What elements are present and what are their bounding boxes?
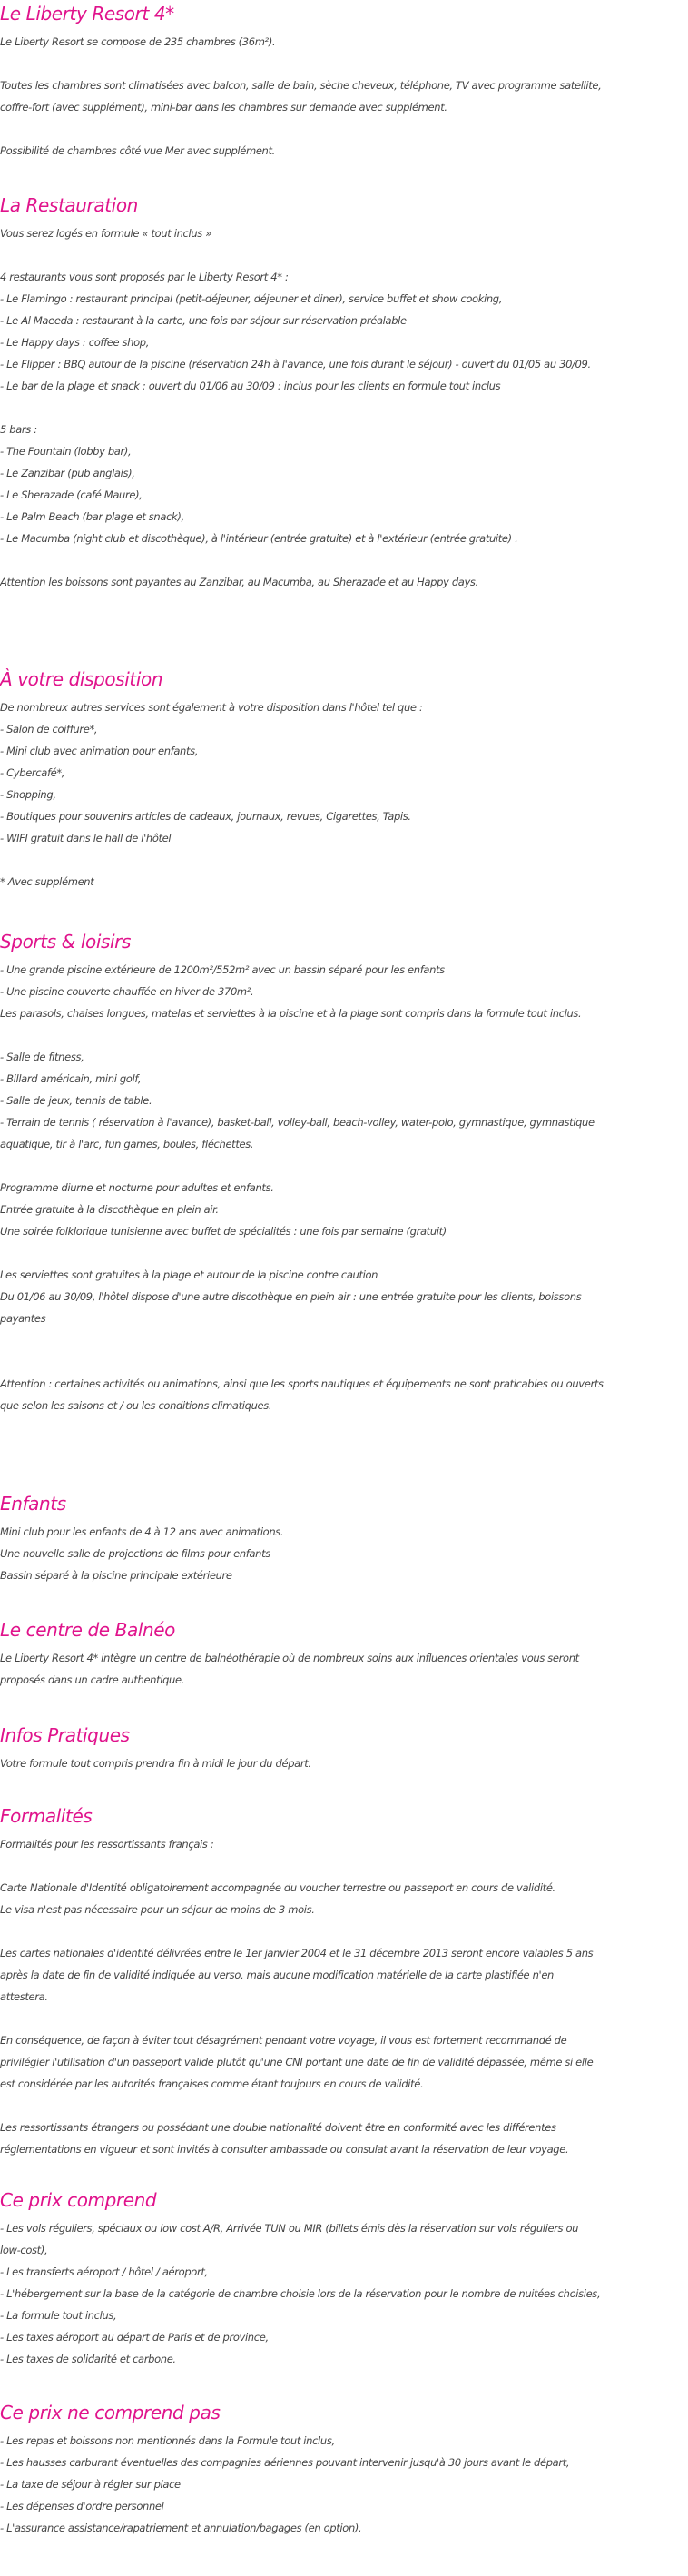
text-line: - The Fountain (lobby bar), <box>0 445 132 458</box>
text-line: Carte Nationale d'Identité obligatoirement accompagnée du voucher terrestre ou passeport en cours de validité. <box>0 1881 555 1894</box>
text-line: - Les dépenses d'ordre personnel <box>0 2500 164 2512</box>
blank-line <box>0 1242 686 1264</box>
text-line: - Cybercafé*, <box>0 766 65 779</box>
text-line: que selon les saisons et / ou les conditions climatiques. <box>0 1399 272 1412</box>
text-line: Entrée gratuite à la discothèque en plein air. <box>0 1203 219 1216</box>
text-line: privilégier l'utilisation d'un passeport valide plutôt qu'une CNI portant une date de fin de validité dépassée, même si elle <box>0 2056 594 2068</box>
text-line: Les parasols, chaises longues, matelas et serviettes à la piscine et à la plage sont compris dans la formule tout inclus. <box>0 1007 582 1020</box>
text-line: - Terrain de tennis ( réservation à l'avance), basket-ball, volley-ball, beach-volley, water-polo, gymnastique, gymnastique <box>0 1116 595 1129</box>
text-line: 4 restaurants vous sont proposés par le Liberty Resort 4* : <box>0 271 289 283</box>
blank-line <box>0 397 686 419</box>
section-liberty-resort <box>0 2 686 162</box>
text-line: Le visa n'est pas nécessaire pour un séjour de moins de 3 mois. <box>0 1903 315 1916</box>
text-line: - La formule tout inclus, <box>0 2309 117 2322</box>
section-title: À votre disposition <box>0 668 163 690</box>
text-line: Programme diurne et nocturne pour adultes et enfants. <box>0 1181 274 1194</box>
text-line: Bassin séparé à la piscine principale extérieure <box>0 1569 232 1582</box>
blank-line <box>0 1855 686 1877</box>
text-line: Une soirée folklorique tunisienne avec buffet de spécialités : une fois par semaine (gratuit) <box>0 1225 447 1238</box>
blank-line <box>0 2095 686 2117</box>
section-body <box>0 2430 686 2539</box>
text-line: Les ressortissants étrangers ou possédant une double nationalité doivent être en conformité avec les différentes <box>0 2121 556 2134</box>
text-line: - Le Happy days : coffee shop, <box>0 336 150 349</box>
text-line: Possibilité de chambres côté vue Mer avec supplément. <box>0 144 275 157</box>
section-infos-pratiques <box>0 1723 686 1774</box>
blank-line <box>0 1155 686 1177</box>
section-centre-balneo <box>0 1618 686 1691</box>
text-line: Les cartes nationales d'identité délivrées entre le 1er janvier 2004 et le 31 décembre 2013 seront encore valables 5 ans <box>0 1947 594 1959</box>
text-line: - Billard américain, mini golf, <box>0 1072 142 1085</box>
section-formalites <box>0 1804 686 2160</box>
text-line: - La taxe de séjour à régler sur place <box>0 2478 181 2491</box>
blank-line <box>0 849 686 871</box>
text-line: - Le Sherazade (café Maure), <box>0 489 143 501</box>
section-body <box>0 2217 686 2370</box>
blank-line <box>0 53 686 74</box>
section-body <box>0 1833 686 2160</box>
text-line: - Une grande piscine extérieure de 1200m²/552m² avec un bassin séparé pour les enfants <box>0 963 445 976</box>
text-line: Attention : certaines activités ou animations, ainsi que les sports nautiques et équipements ne sont praticables ou ouverts <box>0 1377 604 1390</box>
text-line: Formalités pour les ressortissants français : <box>0 1838 214 1851</box>
blank-line <box>0 1351 686 1373</box>
text-line: Mini club pour les enfants de 4 à 12 ans avec animations. <box>0 1525 284 1538</box>
text-line: - Le bar de la plage et snack : ouvert du 01/06 au 30/09 : inclus pour les clients en formule tout inclus <box>0 380 501 392</box>
blank-line <box>0 549 686 571</box>
text-line: Le Liberty Resort se compose de 235 chambres (36m²). <box>0 35 276 48</box>
text-line: - Les taxes de solidarité et carbone. <box>0 2353 176 2365</box>
text-line: Le Liberty Resort 4* intègre un centre de balnéothérapie où de nombreux soins aux influences orientales vous seront <box>0 1652 579 1664</box>
section-title: Le Liberty Resort 4* <box>0 3 174 25</box>
section-title: Le centre de Balnéo <box>0 1619 176 1641</box>
section-a-votre-disposition <box>0 667 686 893</box>
section-body <box>0 1647 686 1691</box>
text-line: Vous serez logés en formule « tout inclus » <box>0 227 211 240</box>
text-line: Votre formule tout compris prendra fin à midi le jour du départ. <box>0 1757 311 1770</box>
blank-line <box>0 118 686 140</box>
blank-line <box>0 2008 686 2029</box>
text-line: - WIFI gratuit dans le hall de l'hôtel <box>0 832 172 844</box>
section-body <box>0 1752 686 1774</box>
text-line: - Une piscine couverte chauffée en hiver de 370m². <box>0 985 254 998</box>
text-line: attestera. <box>0 1990 48 2003</box>
section-ce-prix-ne-comprend-pas <box>0 2401 686 2539</box>
text-line: coffre-fort (avec supplément), mini-bar dans les chambres sur demande avec supplément. <box>0 101 447 114</box>
text-line: après la date de fin de validité indiquée au verso, mais aucune modification matérielle de la carte plastifiée n'en <box>0 1969 554 1981</box>
text-line: low-cost), <box>0 2244 48 2256</box>
section-title: La Restauration <box>0 194 138 216</box>
section-title: Formalités <box>0 1805 93 1827</box>
text-line: - Les repas et boissons non mentionnés dans la Formule tout inclus, <box>0 2434 335 2447</box>
section-title: Ce prix comprend <box>0 2189 157 2211</box>
text-line: - Le Flipper : BBQ autour de la piscine (réservation 24h à l'avance, une fois durant le séjour) - ouvert du 01/05 au 30/09. <box>0 358 591 370</box>
section-body <box>0 222 686 593</box>
text-line: Toutes les chambres sont climatisées avec balcon, salle de bain, sèche cheveux, téléphone, TV avec programme satellite, <box>0 79 602 92</box>
section-title: Sports & loisirs <box>0 931 131 952</box>
text-line: Les serviettes sont gratuites à la plage et autour de la piscine contre caution <box>0 1268 378 1281</box>
section-body <box>0 696 686 893</box>
blank-line <box>0 1024 686 1046</box>
text-line: - L'hébergement sur la base de la catégorie de chambre choisie lors de la réservation pour le nombre de nuitées choisies, <box>0 2287 601 2300</box>
text-line: - L'assurance assistance/rapatriement et annulation/bagages (en option). <box>0 2522 362 2534</box>
text-line: - Les vols réguliers, spéciaux ou low cost A/R, Arrivée TUN ou MIR (billets émis dès la réservation sur vols réguliers ou <box>0 2222 579 2235</box>
text-line: Du 01/06 au 30/09, l'hôtel dispose d'une autre discothèque en plein air : une entrée gratuite pour les clients, boissons <box>0 1290 582 1303</box>
text-line: - Le Al Maeeda : restaurant à la carte, une fois par séjour sur réservation préalable <box>0 314 407 327</box>
blank-line <box>0 244 686 266</box>
text-line: payantes <box>0 1312 46 1325</box>
blank-line <box>0 1329 686 1351</box>
text-line: - Les transferts aéroport / hôtel / aéroport, <box>0 2265 208 2278</box>
text-line: Une nouvelle salle de projections de films pour enfants <box>0 1547 270 1560</box>
text-line: - Le Flamingo : restaurant principal (petit-déjeuner, déjeuner et diner), service buffet et show cooking, <box>0 292 503 305</box>
text-line: - Le Macumba (night club et discothèque), à l'intérieur (entrée gratuite) et à l'extérieur (entrée gratuite) . <box>0 532 518 545</box>
blank-line <box>0 1920 686 1942</box>
text-line: - Salle de jeux, tennis de table. <box>0 1094 152 1107</box>
section-ce-prix-comprend <box>0 2188 686 2370</box>
text-line: - Les hausses carburant éventuelles des compagnies aériennes pouvant intervenir jusqu'à 30 jours avant le départ, <box>0 2456 570 2469</box>
text-line: De nombreux autres services sont également à votre disposition dans l'hôtel tel que : <box>0 701 423 714</box>
text-line: - Salon de coiffure*, <box>0 723 98 735</box>
text-line: - Boutiques pour souvenirs articles de cadeaux, journaux, revues, Cigarettes, Tapis. <box>0 810 411 823</box>
section-enfants <box>0 1492 686 1586</box>
text-line: 5 bars : <box>0 423 37 436</box>
section-title: Enfants <box>0 1493 66 1515</box>
text-line: aquatique, tir à l'arc, fun games, boules, fléchettes. <box>0 1138 254 1150</box>
text-line: - Le Zanzibar (pub anglais), <box>0 467 135 479</box>
text-line: réglementations en vigueur et sont invités à consulter ambassade ou consulat avant la réservation de leur voyage. <box>0 2143 569 2156</box>
text-line: - Shopping, <box>0 788 56 801</box>
section-body <box>0 31 686 162</box>
text-line: - Les taxes aéroport au départ de Paris et de province, <box>0 2331 269 2344</box>
section-body <box>0 1521 686 1586</box>
section-restauration <box>0 193 686 593</box>
text-line: - Le Palm Beach (bar plage et snack), <box>0 510 184 523</box>
text-line: - Salle de fitness, <box>0 1051 84 1063</box>
text-line: Attention les boissons sont payantes au Zanzibar, au Macumba, au Sherazade et au Happy days. <box>0 576 478 588</box>
text-line: En conséquence, de façon à éviter tout désagrément pendant votre voyage, il vous est fortement recommandé de <box>0 2034 567 2047</box>
text-line: - Mini club avec animation pour enfants, <box>0 745 199 757</box>
section-title: Infos Pratiques <box>0 1724 130 1746</box>
section-title: Ce prix ne comprend pas <box>0 2402 221 2423</box>
text-line: proposés dans un cadre authentique. <box>0 1673 185 1686</box>
section-sports-loisirs <box>0 930 686 1416</box>
text-line: est considérée par les autorités françaises comme étant toujours en cours de validité. <box>0 2078 424 2090</box>
section-body <box>0 959 686 1416</box>
text-line: * Avec supplément <box>0 875 94 888</box>
